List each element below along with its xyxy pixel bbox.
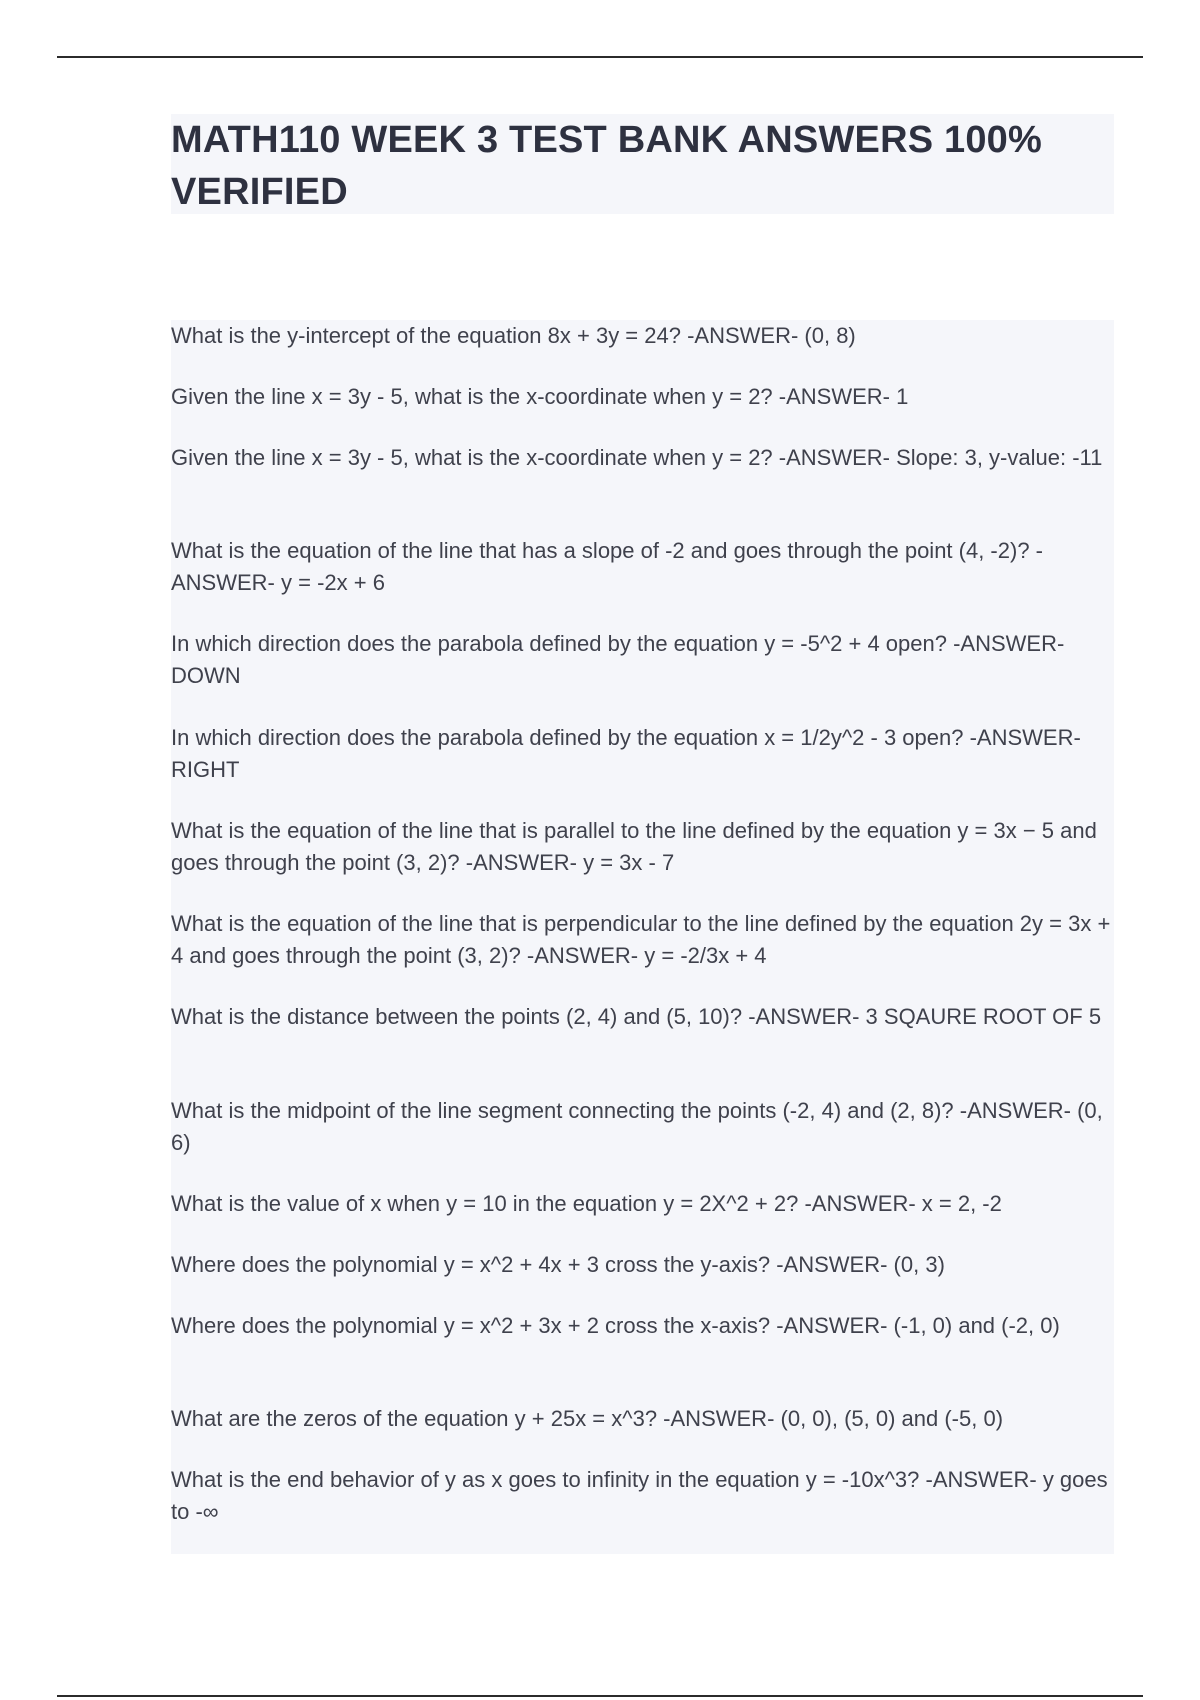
title-block	[171, 114, 1114, 214]
qa-item-8: What is the equation of the line that is perpendicular to the line defined by the equation 2y = 3x + 4 and goes through the point (3, 2)? -ANSWER- y = -2/3x + 4	[171, 911, 1111, 968]
qa-item-15: What is the end behavior of y as x goes to infinity in the equation y = -10x^3? -ANSWER- y goes to -∞	[171, 1467, 1108, 1524]
qa-block	[171, 320, 1114, 1554]
qa-item-6: In which direction does the parabola defined by the equation x = 1/2y^2 - 3 open? -ANSWER- RIGHT	[171, 725, 1081, 782]
qa-item-5: In which direction does the parabola defined by the equation y = -5^2 + 4 open? -ANSWER- DOWN	[171, 631, 1065, 688]
qa-item-2: Given the line x = 3y - 5, what is the x-coordinate when y = 2? -ANSWER- 1	[171, 384, 909, 409]
qa-item-14: What are the zeros of the equation y + 25x = x^3? -ANSWER- (0, 0), (5, 0) and (-5, 0)	[171, 1406, 1004, 1431]
qa-item-13: Where does the polynomial y = x^2 + 3x + 2 cross the x-axis? -ANSWER- (-1, 0) and (-2, 0)	[171, 1313, 1060, 1338]
qa-item-1: What is the y-intercept of the equation 8x + 3y = 24? -ANSWER- (0, 8)	[171, 323, 856, 348]
qa-item-3: Given the line x = 3y - 5, what is the x-coordinate when y = 2? -ANSWER- Slope: 3, y-value: -11	[171, 445, 1103, 470]
qa-item-10: What is the midpoint of the line segment connecting the points (-2, 4) and (2, 8)? -ANSWER- (0, 6)	[171, 1098, 1103, 1155]
qa-item-7: What is the equation of the line that is parallel to the line defined by the equation y = 3x − 5 and goes through the point (3, 2)? -ANSWER- y = 3x - 7	[171, 818, 1097, 875]
qa-item-9: What is the distance between the points (2, 4) and (5, 10)? -ANSWER- 3 SQAURE ROOT OF 5	[171, 1004, 1102, 1029]
qa-item-4: What is the equation of the line that has a slope of -2 and goes through the point (4, -2)? -ANSWER- y = -2x + 6	[171, 538, 1043, 595]
qa-item-12: Where does the polynomial y = x^2 + 4x + 3 cross the y-axis? -ANSWER- (0, 3)	[171, 1252, 945, 1277]
bottom-divider	[57, 1695, 1143, 1697]
qa-item-11: What is the value of x when y = 10 in the equation y = 2X^2 + 2? -ANSWER- x = 2, -2	[171, 1191, 1002, 1216]
top-divider	[57, 56, 1143, 58]
document-title: MATH110 WEEK 3 TEST BANK ANSWERS 100% VERIFIED	[171, 119, 1043, 213]
